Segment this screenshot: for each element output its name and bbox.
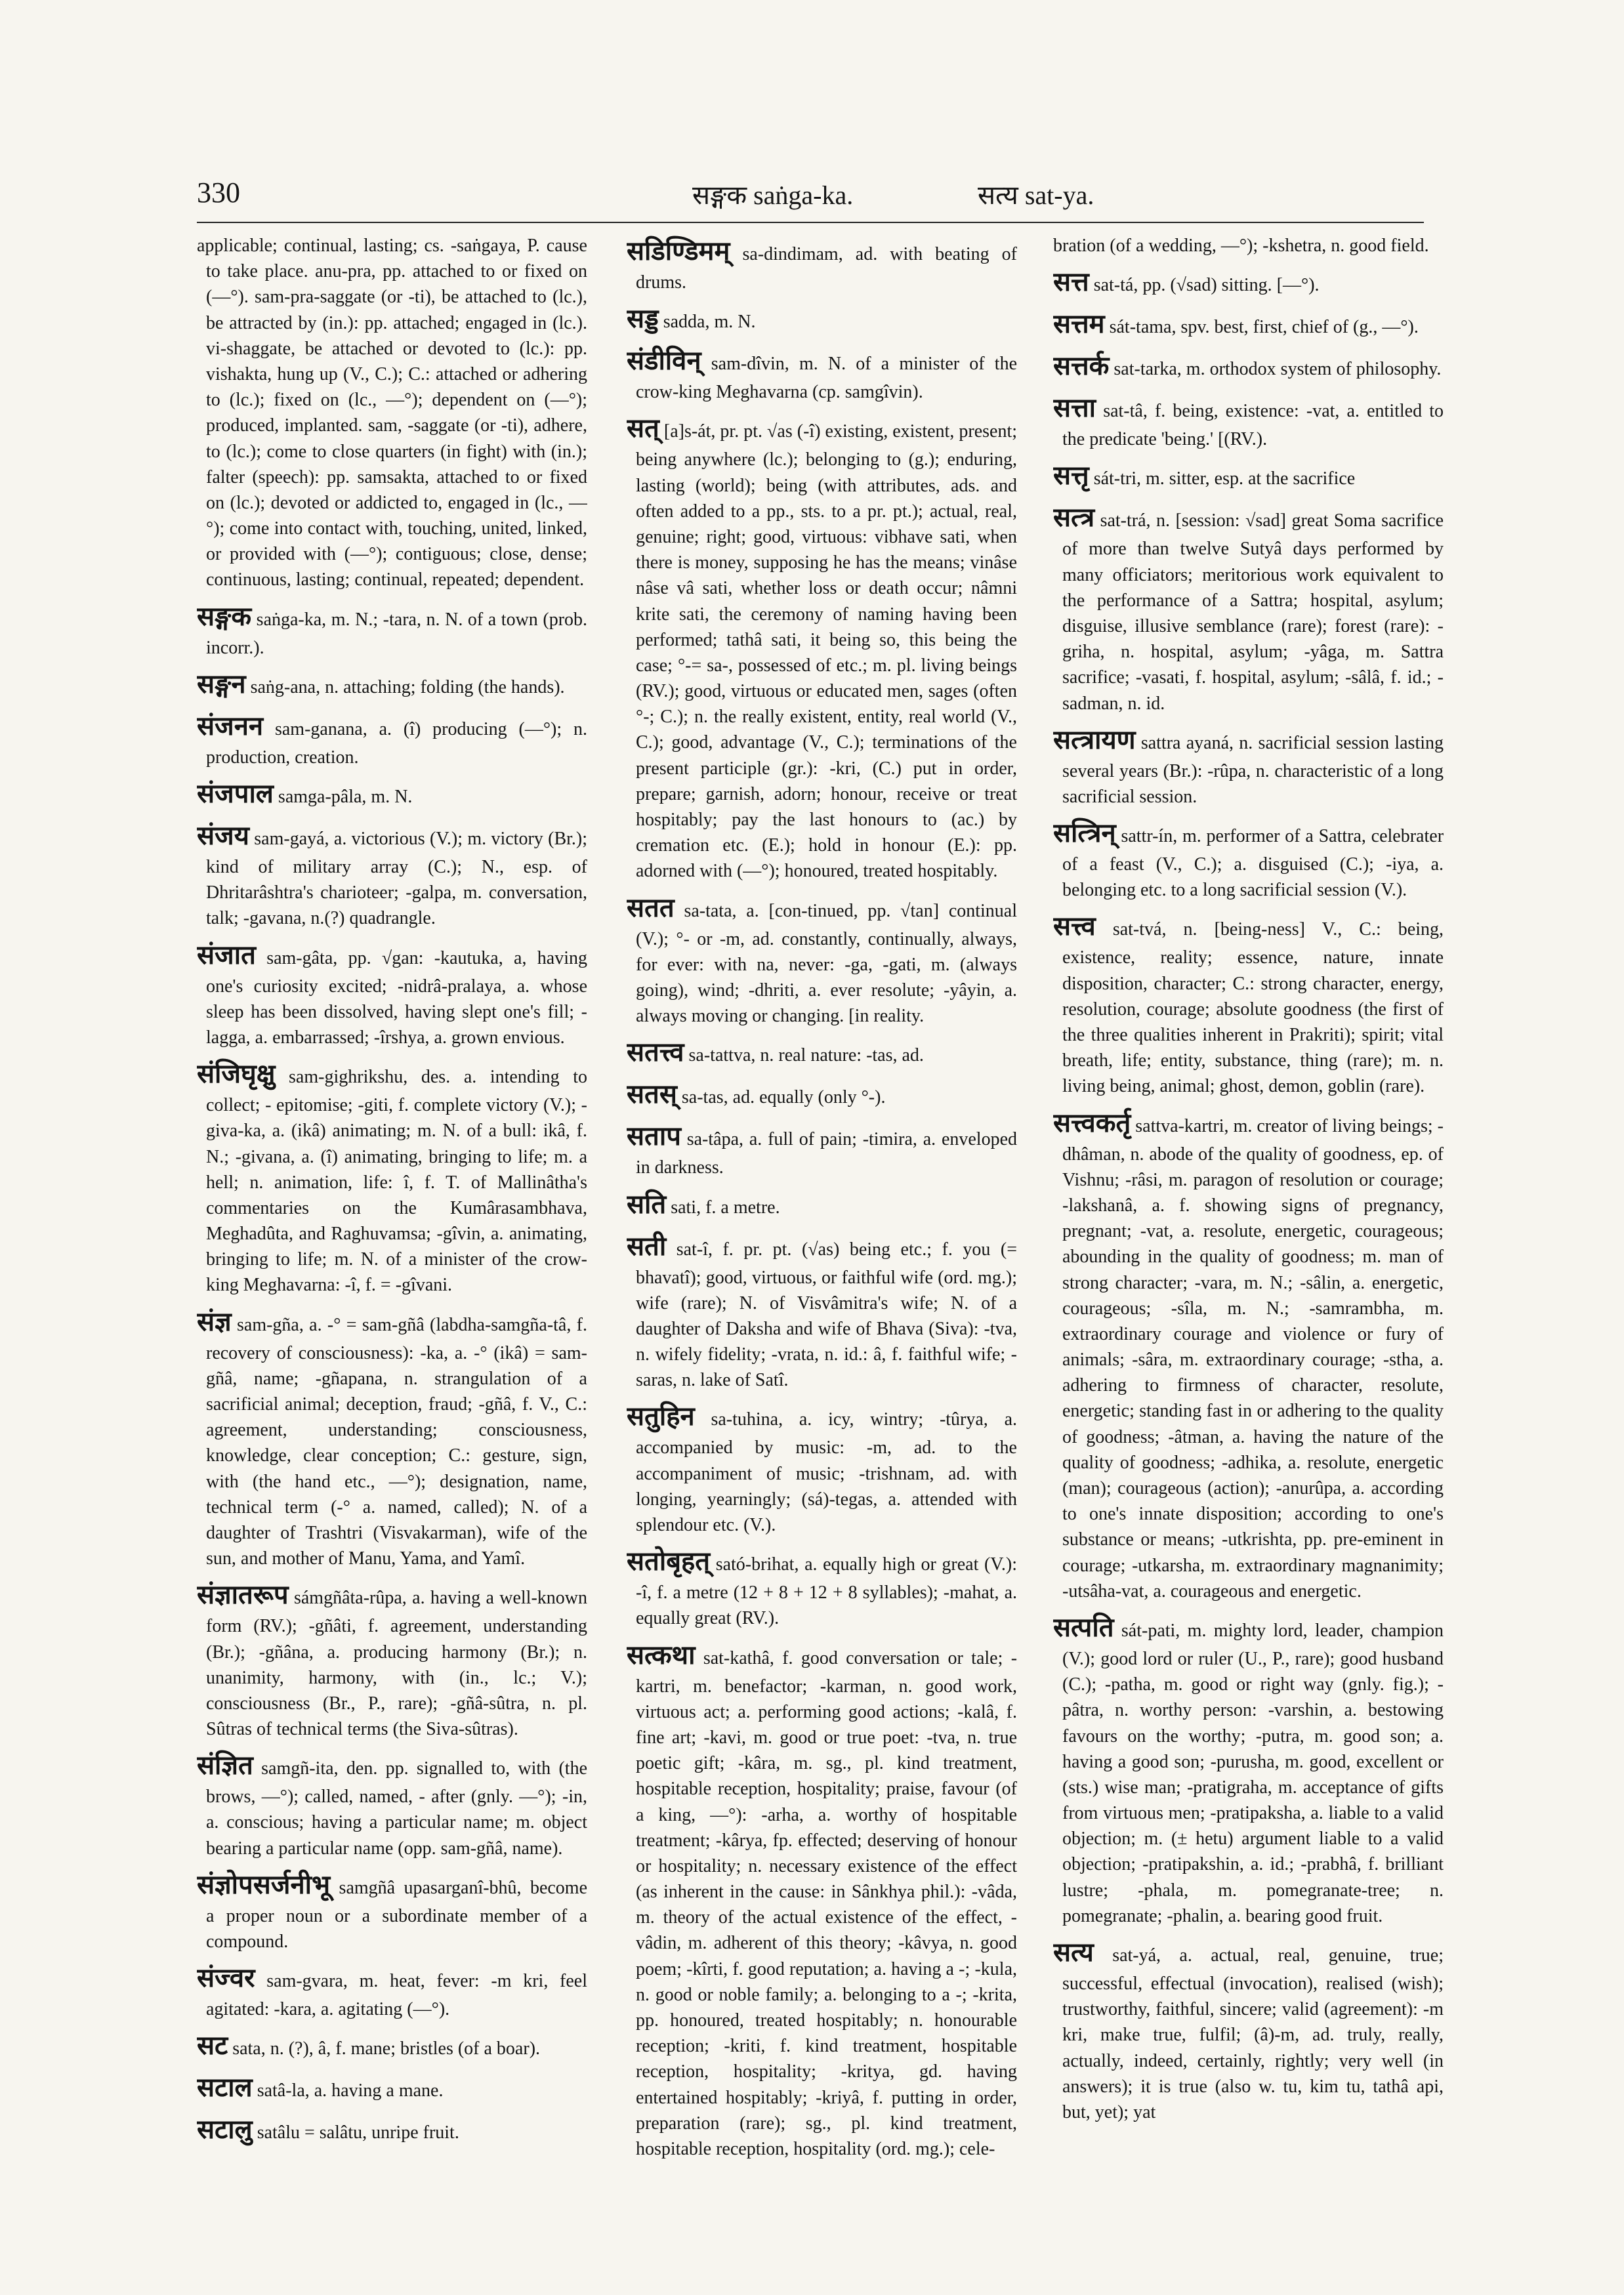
entry-headword: सत्त्रिन् — [1053, 818, 1116, 849]
entry-headword: सत्तम — [1053, 309, 1105, 340]
entry-transliteration: sattr-ín, — [1121, 826, 1178, 847]
entry-definition: ad. with beating of drums. — [636, 244, 1017, 293]
entry-definition: = salâtu, unripe fruit. — [304, 2122, 459, 2143]
entry-headword: सत्तर्क — [1053, 351, 1110, 382]
entry-headword: सत्कथा — [627, 1640, 696, 1670]
entry-transliteration: satâ-la, — [257, 2080, 310, 2101]
entry-headword: सत्ता — [1053, 393, 1096, 424]
dictionary-entry — [1053, 390, 1444, 452]
entry-headword: संजय — [197, 821, 249, 851]
entry-headword: सति — [627, 1189, 667, 1220]
dictionary-entry — [627, 1637, 1017, 2162]
entry-headword: सङ्गन — [197, 669, 246, 699]
entry-headword: सड्ड — [627, 304, 659, 335]
entry-headword: सत्त्वकर्तृ — [1053, 1107, 1131, 1138]
dictionary-entry — [627, 1186, 1017, 1223]
entry-headword: सताप — [627, 1121, 681, 1152]
entry-definition: pp. (√sad) sitting. [—°). — [1142, 275, 1320, 296]
entry-headword: सत्त्र — [1053, 503, 1095, 533]
entry-transliteration: sa-tâpa, — [686, 1129, 744, 1150]
entry-headword: संजपाल — [197, 779, 274, 809]
dictionary-entry — [627, 1543, 1017, 1631]
entry-transliteration: sam-dîvin, — [711, 354, 789, 375]
dictionary-entry — [627, 410, 1017, 884]
entry-transliteration: sató-brihat, — [715, 1554, 799, 1575]
dictionary-entry — [1053, 908, 1444, 1099]
dictionary-entry — [197, 598, 587, 661]
entry-transliteration: [a]s-át, — [663, 421, 716, 442]
entry-headword: सत्य — [1053, 1937, 1094, 1968]
dictionary-entry — [1053, 233, 1444, 258]
entry-transliteration: sa-tuhina, — [711, 1409, 783, 1430]
header-rule — [197, 222, 1424, 223]
entry-headword: सतोबृहत् — [627, 1546, 711, 1577]
entry-transliteration: sam-gña, — [237, 1314, 304, 1335]
entry-definition: m. N.; -tara, n. N. of a town (prob. incorr.). — [206, 609, 587, 658]
entry-definition: m. performer of a Sattra, celebrater of a feast (V., C.); a. disguised (C.); -iya, a. belonging etc. to a long sacrificial session (V.). — [1062, 826, 1444, 901]
entry-headword: सटालु — [197, 2115, 253, 2145]
dictionary-entry — [627, 300, 1017, 337]
dictionary-entry — [197, 666, 587, 703]
entry-headword: संज्ञित — [197, 1750, 253, 1781]
entry-headword: सतत — [627, 892, 675, 923]
dictionary-entry — [197, 2111, 587, 2148]
entry-definition: den. pp. signalled to, with (the brows, —°); called, named, - after (gnly. —°); -in, a. conscious; having a particular name; m. object bearing a particular name (opp. sam-gñâ, name). — [206, 1758, 587, 1859]
entry-transliteration: sam-gighrikshu, — [289, 1067, 408, 1088]
dictionary-entry — [1053, 348, 1444, 384]
entry-transliteration: sa-tattva, — [688, 1045, 756, 1066]
entry-headword: संजिघृक्षु — [197, 1059, 276, 1090]
column-1 — [197, 233, 587, 2201]
entry-definition: f. a metre. — [705, 1197, 780, 1218]
dictionary-entry — [627, 1076, 1017, 1113]
running-head-left: सङ्गक saṅga-ka. — [692, 180, 854, 210]
entry-definition: des. a. intending to collect; - epitomise; -giti, f. complete victory (V.); -giva-ka, a. (ikâ) animating; m. N. of a bull: ikâ, f. N.; -givana, a. (î) animating, bringing to life; m. a hell; n. animation, life: î, f. T. of Mallinâtha's commentaries on the Kumârasambhava, Meghadûta, and Raghuvamsa; -gîvin, a. animating, bringing to life; m. N. of a minister of the crow-king Meghavarna: -î, f. = -gîvani. — [206, 1067, 587, 1296]
entry-definition: a. -° = sam-gñâ (labdha-samgña-tâ, f. recovery of consciousness): -ka, a. -° (ikâ) = sam-gñâ, name; -gñapana, n. strangulation of a sacrificial animal; deception, fraud; -gñâ, f. V., C.: agreement, understanding; consciousness, knowledge, clear conception; C.: gesture, sign, with (the hand etc., —°); designation, name, technical term (-° a. named, called); N. of a daughter of Trashtri (Visvakarman), wife of the sun, and mother of Manu, Yama, and Yamî. — [206, 1314, 587, 1569]
entry-definition: ad. equally (only °-). — [732, 1087, 886, 1108]
dictionary-entry — [197, 2069, 587, 2106]
entry-definition: f. pr. pt. (√as) being etc.; f. you (= bhavatî); good, virtuous, or faithful wife (ord. mg.); wife (rare); N. of Visvâmitra's wife; N. of a daughter of Daksha and wife of Bhava (Siva): -tva, n. wifely fidelity; -vrata, n. id.: â, f. faithful wife; -saras, n. lake of Satî. — [636, 1239, 1017, 1391]
dictionary-entry — [197, 1867, 587, 1954]
entry-headword: सत् — [627, 413, 659, 444]
dictionary-entry — [1053, 499, 1444, 716]
entry-definition: m. orthodox system of philosophy. — [1186, 359, 1442, 380]
entry-definition: spv. best, first, chief of (g., —°). — [1180, 317, 1419, 338]
entry-transliteration: sadda, — [663, 312, 710, 333]
entry-definition: a. icy, wintry; -tûrya, a. accompanied by music: -m, ad. to the accompaniment of music; -trishnam, ad. with longing, yearningly; (sá)-tegas, a. attended with splendour etc. (V.). — [636, 1409, 1017, 1535]
entry-headword: सतत्त्व — [627, 1037, 684, 1068]
dictionary-entry — [627, 1398, 1017, 1538]
entry-transliteration: sát-tri, — [1093, 468, 1141, 489]
dictionary-entry — [197, 1960, 587, 2022]
entry-headword: संज्ञोपसर्जनीभू — [197, 1869, 331, 1900]
entry-definition: m. N. — [714, 312, 756, 333]
dictionary-entry — [627, 1228, 1017, 1394]
entry-definition: n. sacrificial session lasting several years (Br.): -rûpa, n. characteristic of a long sacrificial session. — [1062, 732, 1444, 807]
entry-headword: सत्तृ — [1053, 461, 1089, 491]
entry-definition: a. having a mane. — [314, 2080, 444, 2101]
dictionary-entry — [627, 1034, 1017, 1071]
dictionary-entry — [197, 708, 587, 770]
entry-transliteration: samgñâ upasarganî-bhû, — [339, 1877, 522, 1898]
entry-definition: m. mighty lord, leader, champion (V.); good lord or ruler (U., P., rare); good husband (C.); -patha, m. good or right way (gnly. fig.); -pâtra, n. worthy person: -varshin, a. bestowing favours on the worthy; -putra, m. good son; a. having a good son; -purusha, m. good, excellent or (sts.) wise man; -pratigraha, m. acceptance of gifts from virtuous men; -pratipaksha, a. liable to a valid objection; m. (± hetu) argument liable to a valid objection; -pratipakshin, a. id.; -prabhâ, f. brilliant lustre; -phala, m. pomegranate-tree; n. pomegranate; -phalin, a. bearing good fruit. — [1062, 1620, 1444, 1926]
entry-definition: n. attaching; folding (the hands). — [325, 676, 565, 697]
entry-definition: f. being, existence: -vat, a. entitled to the predicate 'being.' [(RV.). — [1062, 401, 1444, 450]
entry-transliteration: sam-ganana, — [274, 718, 367, 739]
entry-transliteration: sat-trá, — [1100, 510, 1151, 531]
dictionary-entry — [197, 1747, 587, 1861]
entry-headword: संजनन — [197, 711, 264, 741]
entry-headword: सडिण्डिमम् — [627, 236, 730, 266]
entry-transliteration: sattva-kartri, — [1135, 1115, 1229, 1136]
entry-definition: a. victorious (V.); m. victory (Br.); kind of military array (C.); N., esp. of Dhritarâshtra's charioteer; -galpa, m. conversation, talk; -gavana, n.(?) quadrangle. — [206, 829, 587, 929]
dictionary-entry — [197, 233, 587, 593]
entry-transliteration: sam-gâta, — [266, 947, 338, 968]
entry-transliteration: sat-tá, — [1093, 275, 1138, 296]
entry-transliteration: sat-tvá, — [1112, 919, 1167, 940]
entry-definition: m. creator of living beings; -dhâman, n. abode of the quality of goodness, ep. of Vishnu; -râsi, m. paragon of resolution or courage; -lakshanâ, a. f. showing signs of pregnancy, pregnant; -vat, a. resolute, energetic, courageous; abounding in the quality of goodness; m. man of strong character; -vara, m. N.; -sâlin, a. energetic, courageous; -sîla, m. N.; -samrambha, m. extraordinary courage and violence or fury of animals; -sâra, m. extraordinary courage; -stha, a. adhering to firmness of character, resolute, energetic; standing fast in or adhering to the quality of goodness; -âtman, a. having the nature of the quality of goodness; -adhika, a. resolute, energetic (man); courageous (action); -anurûpa, a. according to one's innate disposition; according to one's substance or means; -utkrishta, pp. pre-eminent in courage; -utkarsha, m. extraordinary magnanimity; -utsâha-vat, a. courageous and energetic. — [1062, 1115, 1444, 1602]
page-header — [197, 176, 1424, 222]
entry-definition: m. sitter, esp. at the sacrifice — [1146, 468, 1356, 489]
dictionary-entry — [627, 890, 1017, 1029]
entry-headword: संज्ञ — [197, 1306, 232, 1337]
dictionary-entry — [197, 817, 587, 932]
entry-definition: m. N. of a minister of the crow-king Meghavarna (cp. samgîvin). — [636, 354, 1017, 403]
entry-transliteration: sam-gayá, — [254, 829, 329, 849]
entry-definition: applicable; continual, lasting; cs. -saṅgaya, P. cause to take place. anu-pra, pp. attached to or fixed on (—°). sam-pra-saggate (or -ti), be attached to (lc.), be attracted by (in.): pp. attached; engaged in (lc.). vi-shaggate, be attached or devoted to (lc.): pp. vishakta, hung up (V., C.); C.: attached or adhering to (lc.); fixed on (lc., —°); dependent on (—°); produced, implanted. sam, -saggate (or -ti), adhere, to (lc.); come to close quarters (in fight) with (in.); falter (speech): pp. samsakta, attached to or fixed on (lc.); devoted or addicted to, engaged in (lc., —°); come into contact with, touching, united, linked, or provided with (—°); contiguous; close, dense; continuous, lasting; continual, repeated; dependent. — [197, 236, 587, 590]
dictionary-entry — [197, 1304, 587, 1572]
entry-transliteration: sát-pati, — [1121, 1620, 1180, 1641]
entry-transliteration: sat-kathâ, — [703, 1647, 774, 1668]
entry-transliteration: saṅga-ka, — [256, 609, 327, 630]
entry-headword: सत्त्व — [1053, 911, 1096, 942]
entry-transliteration: sata, — [232, 2038, 266, 2059]
dictionary-entry — [1053, 264, 1444, 300]
dictionary-entry — [627, 233, 1017, 295]
entry-transliteration: samgñ-ita, — [261, 1758, 339, 1779]
entry-headword: सती — [627, 1231, 667, 1262]
entry-headword: संडीविन् — [627, 346, 701, 377]
entry-headword: सत्त — [1053, 267, 1089, 298]
dictionary-entry — [197, 2027, 587, 2064]
entry-transliteration: sa-tas, — [681, 1087, 728, 1108]
entry-definition: n. real nature: -tas, ad. — [760, 1045, 924, 1066]
dictionary-entry — [1053, 1934, 1444, 2125]
dictionary-entry — [1053, 306, 1444, 342]
entry-transliteration: sat-î, — [676, 1239, 713, 1260]
column-2 — [627, 233, 1017, 2201]
dictionary-entry — [1053, 1105, 1444, 1604]
entry-definition: bration (of a wedding, —°); -kshetra, n. good field. — [1053, 236, 1429, 256]
entry-headword: सङ्गक — [197, 601, 252, 632]
entry-headword: सतस् — [627, 1079, 677, 1110]
entry-definition: a. actual, real, genuine, true; successful, effectual (invocation), realised (wish); trustworthy, faithful, sincere; valid (agreement): -m kri, make true, fulfil; (â)-m, ad. truly, really, actually, indeed, certainly, rightly; very well (in answers); it is true (also w. tu, kim tu, tathâ api, but, yet); yat — [1062, 1945, 1444, 2122]
entry-transliteration: saṅg-ana, — [250, 676, 321, 697]
entry-definition: m. N. — [371, 787, 413, 807]
entry-definition: a. [con-tinued, pp. √tan] continual (V.); °- or -m, ad. constantly, continually, always, for ever: with na, never: -ga, -gati, m. (always going), wind; -dhriti, a. ever resolute; -yâyin, a. always moving or changing. [in reality. — [636, 900, 1017, 1027]
entry-transliteration: sat-tarka, — [1114, 359, 1182, 380]
entry-transliteration: samga-pâla, — [278, 787, 367, 807]
entry-definition: n. [being-ness] V., C.: being, existence, reality; essence, nature, innate disposition, character; C.: strong character, energy, resolution, courage; absolute goodness (the first of the three qualities inherent in Prakriti); spirit; vital breath, life; entity, substance, thing (rare); m. n. living being, animal; ghost, demon, goblin (rare). — [1062, 919, 1444, 1097]
dictionary-entry — [197, 1056, 587, 1298]
entry-definition: n. [session: √sad] great Soma sacrifice of more than twelve Sutyâ days performed by many officiators; meritorious work equivalent to the performance of a Sattra; hospital, asylum; disguise, illusive semblance (rare); forest (rare): -griha, n. hospital, asylum; -yâga, m. Sattra sacrifice; -vasati, f. hospital, asylum; -sâlâ, f. id.; -sadman, n. id. — [1062, 510, 1444, 714]
entry-transliteration: satâlu — [257, 2122, 300, 2143]
dictionary-entry — [197, 775, 587, 812]
running-head-right: सत्य sat-ya. — [978, 180, 1094, 210]
entry-transliteration: sámgñâta-rûpa, — [293, 1588, 407, 1609]
entry-transliteration: sa-tata, — [684, 900, 737, 921]
entry-definition: a. having a well-known form (RV.); -gñâti, f. agreement, understanding (Br.); -gñâna, a. producing harmony (Br.); n. unanimity, harmony, with (in., lc.; V.); consciousness (Br., P., rare); -gñâ-sûtra, n. pl. Sûtras of technical terms (the Siva-sûtras). — [206, 1588, 587, 1740]
entry-transliteration: sattra ayaná, — [1140, 732, 1234, 753]
entry-headword: संजात — [197, 940, 256, 970]
entry-headword: संज्ञातरूप — [197, 1580, 289, 1611]
entry-headword: सत्पति — [1053, 1612, 1114, 1643]
entry-transliteration: sati, — [671, 1197, 701, 1218]
entry-definition: a. full of pain; -timira, a. enveloped in darkness. — [636, 1129, 1017, 1178]
entry-definition: pr. pt. √as (-î) existing, existent, present; being anywhere (lc.); belonging to (g.); enduring, lasting (world); being (with attributes, ads. and often added to a pp., sts. to a pr. pt.); actual, real, genuine; right; good, virtuous: vibhave sati, when there is money, supposing he has the means; vinâse nâse vâ sati, whether loss or death occur; nâmni krite sati, the ceremony of naming having been performed; tathâ sati, it being so, this being the case; °-= sa-, possessed of etc.; m. pl. living beings (RV.); good, virtuous or educated men, sages (often °-; C.); n. the really existent, entity, real world (V., C.); good, advantage (V., C.); terminations of the present participle (gr.): -kri, (C.) put in order, prepare; garnish, adorn; honour, receive or treat hospitably; pay the last honours to (ac.) by cremation etc. (E.); hold in honour (E.): pp. adorned with (—°); honoured, treated hospitably. — [636, 421, 1017, 882]
entry-transliteration: sat-tâ, — [1103, 401, 1148, 422]
dictionary-entry — [1053, 457, 1444, 494]
entry-definition: a. equally high or great (V.): -î, f. a metre (12 + 8 + 12 + 8 syllables); -mahat, a. equally great (RV.). — [636, 1554, 1017, 1629]
entry-definition: pp. √gan: -kautuka, a, having one's curiosity excited; -nidrâ-pralaya, a. whose sleep has been dissolved, having slept one's fill; -lagga, a. embarrassed; -îrshya, a. grown envious. — [206, 947, 587, 1048]
dictionary-entry — [197, 937, 587, 1051]
dictionary-entry — [627, 1118, 1017, 1180]
entry-headword: सटाल — [197, 2073, 253, 2103]
dictionary-entry — [627, 342, 1017, 405]
entry-definition: a. (î) producing (—°); n. production, creation. — [206, 718, 587, 768]
dictionary-entry — [1053, 815, 1444, 903]
entry-definition: m. heat, fever: -m kri, feel agitated: -kara, a. agitating (—°). — [206, 1971, 587, 2020]
entry-headword: सतुहिन — [627, 1401, 695, 1432]
dictionary-entry — [197, 1577, 587, 1742]
dictionary-entry — [1053, 722, 1444, 810]
entry-transliteration: sa-dindimam, — [742, 244, 843, 264]
entry-definition: f. good conversation or tale; -kartri, m. benefactor; -karman, n. good work, virtuous act; a. performing good actions; -kalâ, f. fine art; -kavi, m. good or true poet: -tva, n. true poetic gift; -kâra, m. sg., pl. kind treatment, hospitable reception, hospitality; praise, favour (of a king, —°): -arha, a. worthy of hospitable treatment; -kârya, fp. effected; deserving of honour or hospitality; n. necessary existence of the effect (as inherent in the cause: in Sânkhya phil.): -vâda, m. theory of the actual existence of the effect, -vâdin, m. adherent of this theory; -kâvya, n. good poem; -kîrti, f. good reputation; a. having a -; -kula, n. good or noble family; a. belonging to a -; -krita, pp. honoured, treated hospitably; n. honourable reception; -kriti, f. kind treatment, hospitable reception, hospitality; -kritya, gd. having entertained hospitably; -kriyâ, f. putting in order, preparation (rare); sg., pl. kind treatment, hospitable reception, hospitality (ord. mg.); cele- — [636, 1647, 1017, 2159]
entry-transliteration: sam-gvara, — [266, 1971, 348, 1992]
entry-headword: संज्वर — [197, 1963, 255, 1994]
dictionary-entry — [1053, 1609, 1444, 1929]
entry-definition: n. (?), â, f. mane; bristles (of a boar). — [270, 2038, 541, 2059]
entry-definition: become a proper noun or a subordinate member of a compound. — [206, 1877, 587, 1952]
entry-transliteration: sat-yá, — [1112, 1945, 1161, 1966]
entry-headword: सट — [197, 2031, 228, 2061]
page-number: 330 — [197, 176, 240, 209]
column-3 — [1053, 233, 1444, 2201]
entry-headword: सत्त्रायण — [1053, 724, 1136, 755]
entry-transliteration: sát-tama, — [1109, 317, 1176, 338]
